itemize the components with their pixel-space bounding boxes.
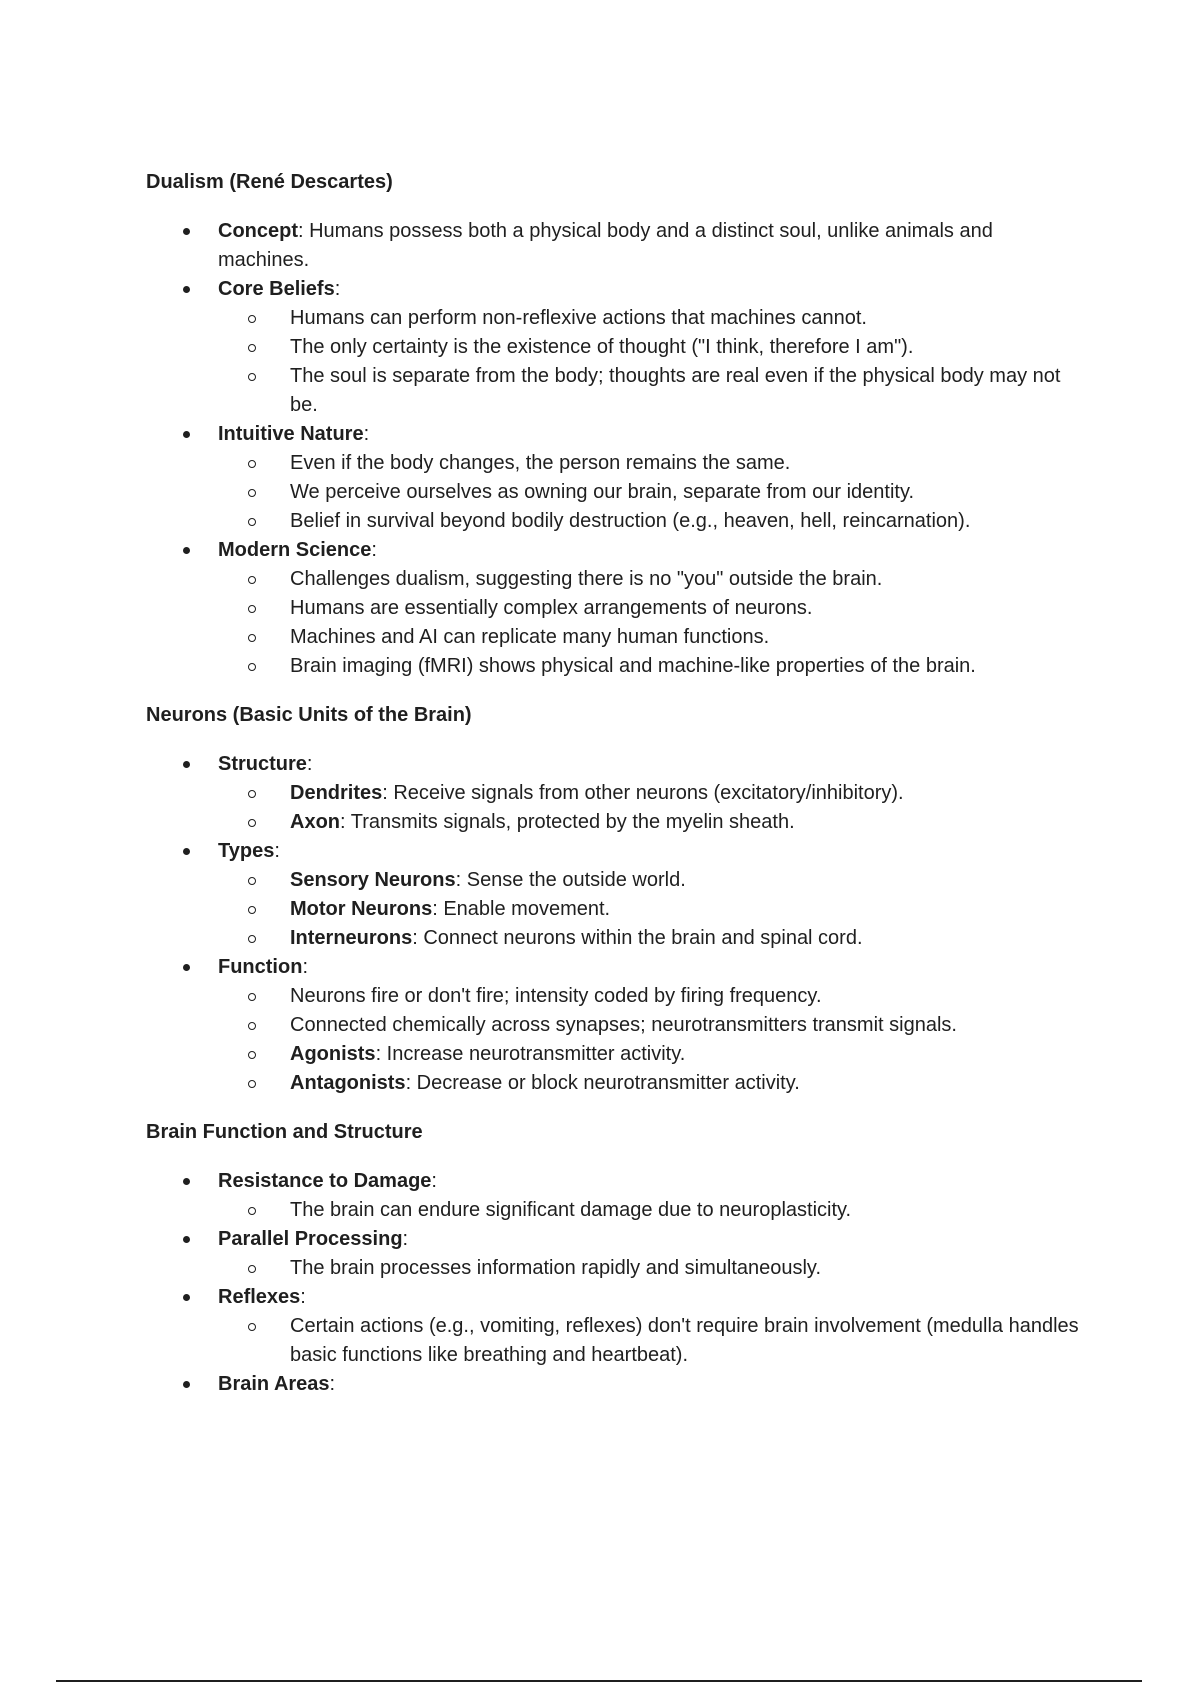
bullet-label: Reflexes [218,1286,301,1308]
bullet-list [146,1167,1086,1399]
sub-bullet-item [218,304,1086,333]
sub-bullet-item [218,565,1086,594]
bullet-dot-icon [183,1381,190,1388]
sub-bullet-circle-icon [248,460,256,468]
bullet-list [146,217,1086,681]
sub-bullet-text: The only certainty is the existence of thought ("I think, therefore I am"). [290,336,914,358]
bullet-text: : [306,753,313,775]
bullet-label: Types [218,840,275,862]
sub-bullet-circle-icon [248,1051,256,1059]
bullet-label: Core Beliefs [218,278,335,300]
bullet-label: Concept [218,220,298,242]
sub-bullet-circle-icon [248,1080,256,1088]
bullet-label: Resistance to Damage [218,1170,432,1192]
sub-bullet-text: The brain processes information rapidly and simultaneously. [290,1257,822,1279]
sub-bullet-circle-icon [248,663,256,671]
bullet-item [146,750,1086,837]
sub-bullet-text: Even if the body changes, the person remains the same. [290,452,791,474]
sub-bullet-label: Sensory Neurons [290,869,456,891]
sub-bullet-item [218,449,1086,478]
bullet-label: Parallel Processing [218,1228,403,1250]
sub-bullet-label: Axon [290,811,340,833]
bullet-item [146,420,1086,536]
section-heading: Brain Function and Structure [146,1121,423,1143]
bullet-dot-icon [183,1236,190,1243]
sub-bullet-circle-icon [248,634,256,642]
sub-bullet-item [218,808,1086,837]
sub-bullet-text: Connected chemically across synapses; neurotransmitters transmit signals. [290,1014,957,1036]
sub-bullet-list [218,779,1086,837]
sub-bullet-text: Humans can perform non-reflexive actions that machines cannot. [290,307,867,329]
bullet-list [146,750,1086,1098]
sub-bullet-item [218,982,1086,1011]
sub-bullet-text: : Decrease or block neurotransmitter activity. [405,1072,800,1094]
bullet-text: : [302,956,308,978]
sub-bullet-item [218,1254,1086,1283]
sub-bullet-text: : Transmits signals, protected by the myelin sheath. [340,811,795,833]
sub-bullet-circle-icon [248,877,256,885]
sub-bullet-item [218,1196,1086,1225]
sub-bullet-text: Challenges dualism, suggesting there is no "you" outside the brain. [290,568,883,590]
sub-bullet-item [218,924,1086,953]
bullet-dot-icon [183,547,190,554]
sub-bullet-circle-icon [248,576,256,584]
sub-bullet-text: Certain actions (e.g., vomiting, reflexes) don't require brain involvement (medulla handles basic functions like breathing and heartbeat). [290,1315,1079,1366]
sub-bullet-item [218,895,1086,924]
sub-bullet-circle-icon [248,819,256,827]
bullet-item [146,275,1086,420]
sub-bullet-item [218,362,1086,420]
bullet-text: : [363,423,370,445]
bullet-text: : [402,1228,409,1250]
bullet-dot-icon [183,1294,190,1301]
bullet-item [146,217,1086,275]
sub-bullet-text: Neurons fire or don't fire; intensity coded by firing frequency. [290,985,822,1007]
bullet-label: Brain Areas [218,1373,330,1395]
bullet-item [146,1283,1086,1370]
bullet-label: Intuitive Nature [218,423,364,445]
sub-bullet-item [218,1312,1086,1370]
bullet-dot-icon [183,848,190,855]
bullet-dot-icon [183,1178,190,1185]
sub-bullet-text: : Receive signals from other neurons (excitatory/inhibitory). [382,782,904,804]
sub-bullet-text: The brain can endure significant damage due to neuroplasticity. [290,1199,852,1221]
sub-bullet-circle-icon [248,518,256,526]
bullet-text: : [431,1170,437,1192]
bullet-label: Structure [218,753,307,775]
sub-bullet-item [218,1040,1086,1069]
bullet-dot-icon [183,964,190,971]
sub-bullet-circle-icon [248,1265,256,1273]
sub-bullet-list [218,565,1086,681]
sub-bullet-circle-icon [248,1323,256,1331]
footer-rule [56,1680,1142,1682]
sub-bullet-label: Dendrites [290,782,383,804]
section [146,701,1086,1098]
sub-bullet-circle-icon [248,1022,256,1030]
sub-bullet-text: The soul is separate from the body; thoughts are real even if the physical body may not be. [290,365,1061,416]
bullet-item [146,536,1086,681]
sub-bullet-text: Humans are essentially complex arrangements of neurons. [290,597,813,619]
sub-bullet-list [218,304,1086,420]
section [146,168,1086,681]
sub-bullet-item [218,623,1086,652]
sub-bullet-text: Belief in survival beyond bodily destruction (e.g., heaven, hell, reincarnation). [290,510,971,532]
section-heading: Dualism (René Descartes) [146,171,393,193]
bullet-item [146,1370,1086,1399]
sub-bullet-text: Brain imaging (fMRI) shows physical and machine-like properties of the brain. [290,655,976,677]
bullet-item [146,953,1086,1098]
bullet-text: : [300,1286,306,1308]
sub-bullet-circle-icon [248,906,256,914]
sub-bullet-item [218,1011,1086,1040]
sub-bullet-text: : Enable movement. [432,898,611,920]
sub-bullet-circle-icon [248,344,256,352]
bullet-label: Modern Science [218,539,372,561]
sub-bullet-text: : Increase neurotransmitter activity. [375,1043,686,1065]
sub-bullet-item [218,866,1086,895]
bullet-item [146,1225,1086,1283]
sub-bullet-list [218,1312,1086,1370]
sub-bullet-circle-icon [248,373,256,381]
sub-bullet-list [218,866,1086,953]
sub-bullet-text: : Sense the outside world. [455,869,686,891]
sub-bullet-item [218,1069,1086,1098]
sub-bullet-list [218,1254,1086,1283]
sub-bullet-circle-icon [248,993,256,1001]
bullet-text: : [371,539,377,561]
sub-bullet-item [218,333,1086,362]
sub-bullet-list [218,1196,1086,1225]
bullet-label: Function [218,956,303,978]
sub-bullet-circle-icon [248,489,256,497]
sub-bullet-text: We perceive ourselves as owning our brain, separate from our identity. [290,481,915,503]
sub-bullet-item [218,652,1086,681]
bullet-item [146,837,1086,953]
sub-bullet-text: : Connect neurons within the brain and spinal cord. [412,927,863,949]
sub-bullet-item [218,478,1086,507]
section [146,1118,1086,1399]
bullet-item [146,1167,1086,1225]
sub-bullet-circle-icon [248,935,256,943]
sub-bullet-circle-icon [248,315,256,323]
bullet-text: : Humans possess both a physical body and a distinct soul, unlike animals and machines. [218,220,993,271]
bullet-text: : [334,278,341,300]
sub-bullet-label: Interneurons [290,927,413,949]
sub-bullet-item [218,507,1086,536]
sub-bullet-label: Antagonists [290,1072,406,1094]
sub-bullet-list [218,449,1086,536]
sub-bullet-item [218,779,1086,808]
bullet-dot-icon [183,431,190,438]
sub-bullet-circle-icon [248,790,256,798]
section-heading: Neurons (Basic Units of the Brain) [146,704,472,726]
bullet-text: : [274,840,280,862]
sub-bullet-circle-icon [248,605,256,613]
sub-bullet-list [218,982,1086,1098]
sub-bullet-circle-icon [248,1207,256,1215]
sub-bullet-label: Agonists [290,1043,376,1065]
sub-bullet-text: Machines and AI can replicate many human functions. [290,626,770,648]
bullet-text: : [329,1373,336,1395]
bullet-dot-icon [183,228,190,235]
document-body [146,168,1086,1399]
bullet-dot-icon [183,286,190,293]
sub-bullet-label: Motor Neurons [290,898,433,920]
sub-bullet-item [218,594,1086,623]
bullet-dot-icon [183,761,190,768]
